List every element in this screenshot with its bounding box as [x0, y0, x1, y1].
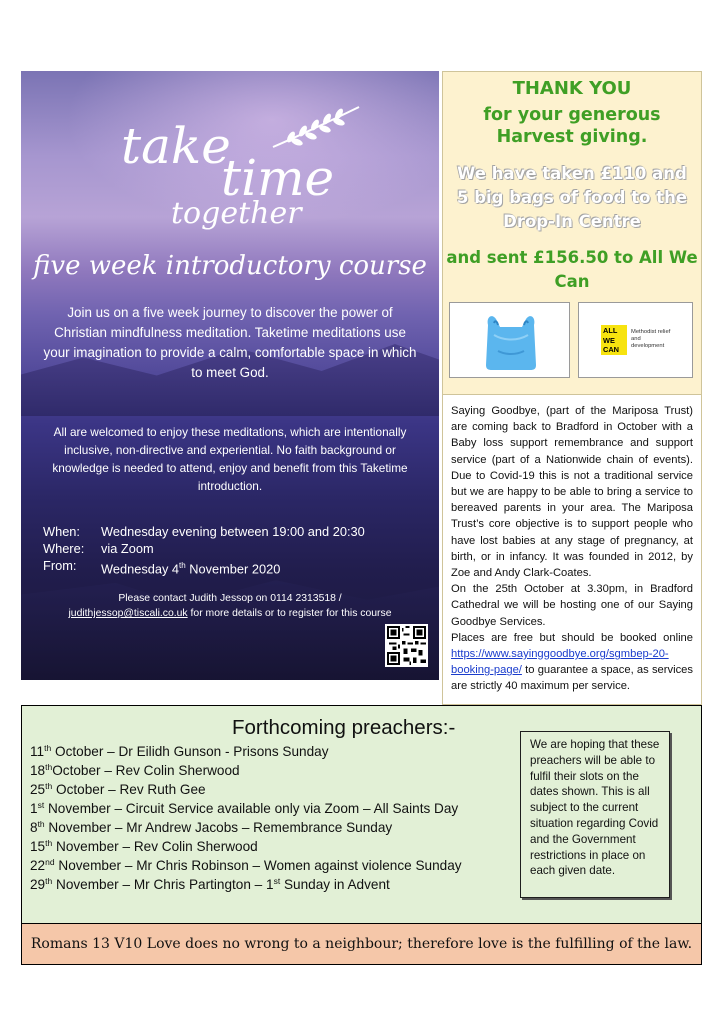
all-we-can-logo-frame [578, 302, 693, 378]
preacher-item: 25th October – Rev Ruth Gee [30, 781, 206, 797]
forthcoming-preachers-section [21, 705, 702, 924]
when-label: When: [43, 524, 80, 539]
all-we-can-tagline: Methodist relief and development [631, 329, 671, 349]
drop-in-donation-text: We have taken £110 and 5 big bags of food to the Drop-In Centre [456, 164, 688, 231]
from-value: Wednesday 4th November 2020 [101, 561, 281, 577]
preacher-item: 22nd November – Mr Chris Robinson – Women against violence Sunday [30, 857, 462, 873]
leaf-branch-icon [271, 101, 361, 151]
goodbye-paragraph-1: Saying Goodbye, (part of the Mariposa Trust) are coming back to Bradford in October with a Baby loss support remembrance and support service (part of a Nationwide chain of events). Due to Covid-19 this is not a traditional service but we are happy to be able to bring a service to bereaved parents in your area. The Mariposa Trust’s core objective is to support people who have lost babies at any stage of pregnancy, at birth, or in infancy. It was founded in 2012, by Zoe and Andy Clark-Coates. [451, 405, 693, 580]
poster-course-title: five week introductory course [33, 251, 427, 281]
poster-title-take: take [121, 117, 231, 175]
poster-title-together: together [171, 196, 302, 231]
where-label: Where: [43, 541, 85, 556]
preacher-item: 8th November – Mr Andrew Jacobs – Remembrance Sunday [30, 819, 393, 835]
all-we-can-donation-text: and sent £156.50 to All We Can [446, 248, 698, 291]
take-time-poster [21, 71, 439, 680]
preachers-heading: Forthcoming preachers:- [232, 716, 456, 739]
shopping-bag-icon [480, 311, 542, 371]
where-row [43, 540, 365, 557]
preachers-list [30, 742, 462, 894]
thanks-heading: THANK YOU [512, 78, 632, 99]
shopping-bag-image-frame [449, 302, 570, 378]
contact-email-link[interactable]: judithjessop@tiscali.co.uk [68, 608, 188, 619]
from-label: From: [43, 558, 77, 573]
from-row [43, 557, 365, 577]
contact-line: Please contact Judith Jessop on 0114 2313518 / [118, 593, 342, 604]
preacher-item: 11th October – Dr Eilidh Gunson - Prisons Sunday [30, 743, 329, 759]
goodbye-paragraph-2: On the 25th October at 3.30pm, in Bradford Cathedral we will be hosting one of our Saying Goodbye Services. [451, 583, 693, 628]
poster-intro-text: Join us on a five week journey to discover the power of Christian mindfulness meditation. Taketime meditations use your imagination to provide a calm, comfortable space in which to meet God. [43, 305, 417, 380]
goodbye-paragraph-3: Places are free but should be booked online https://www.sayinggoodbye.org/sgmbep-20-booking-page/ to guarantee a space, as services are strictly 40 maximum per service. [451, 631, 693, 693]
harvest-thanks-box [442, 71, 702, 395]
poster-event-details [43, 523, 365, 577]
preacher-item: 1st November – Circuit Service available only via Zoom – All Saints Day [30, 800, 459, 816]
where-value: via Zoom [101, 541, 154, 556]
preacher-item: 15th November – Rev Colin Sherwood [30, 838, 258, 854]
contact-line-rest: for more details or to register for this course [187, 608, 392, 619]
qr-code[interactable] [385, 624, 428, 667]
preachers-note-box: We are hoping that these preachers will be able to fulfil their slots on the dates shown. This is all subject to the current situation regarding Covid and the Government restrictions in place on each given date. [520, 731, 670, 898]
saying-goodbye-article [442, 395, 702, 705]
booking-link[interactable]: https://www.sayinggoodbye.org/sgmbep-20-booking-page/ [451, 648, 669, 677]
all-we-can-logo: ALL WE CAN [601, 325, 627, 355]
poster-welcome-text: All are welcomed to enjoy these meditations, which are intentionally inclusive, non-directive and experiential. No faith background or knowledge is needed to attend, enjoy and benefit from this Taketime introduction. [52, 425, 408, 493]
preacher-item: 29th November – Mr Chris Partington – 1st Sunday in Advent [30, 876, 390, 892]
when-value: Wednesday evening between 19:00 and 20:30 [101, 524, 365, 539]
when-row [43, 523, 365, 540]
poster-title-time: time [221, 149, 335, 207]
poster-contact [21, 591, 439, 621]
bible-verse-banner: Romans 13 V10 Love does no wrong to a neighbour; therefore love is the fulfilling of the law. [21, 924, 702, 965]
thanks-subheading: for your generous Harvest giving. [483, 105, 661, 147]
preacher-item: 18thOctober – Rev Colin Sherwood [30, 762, 240, 778]
